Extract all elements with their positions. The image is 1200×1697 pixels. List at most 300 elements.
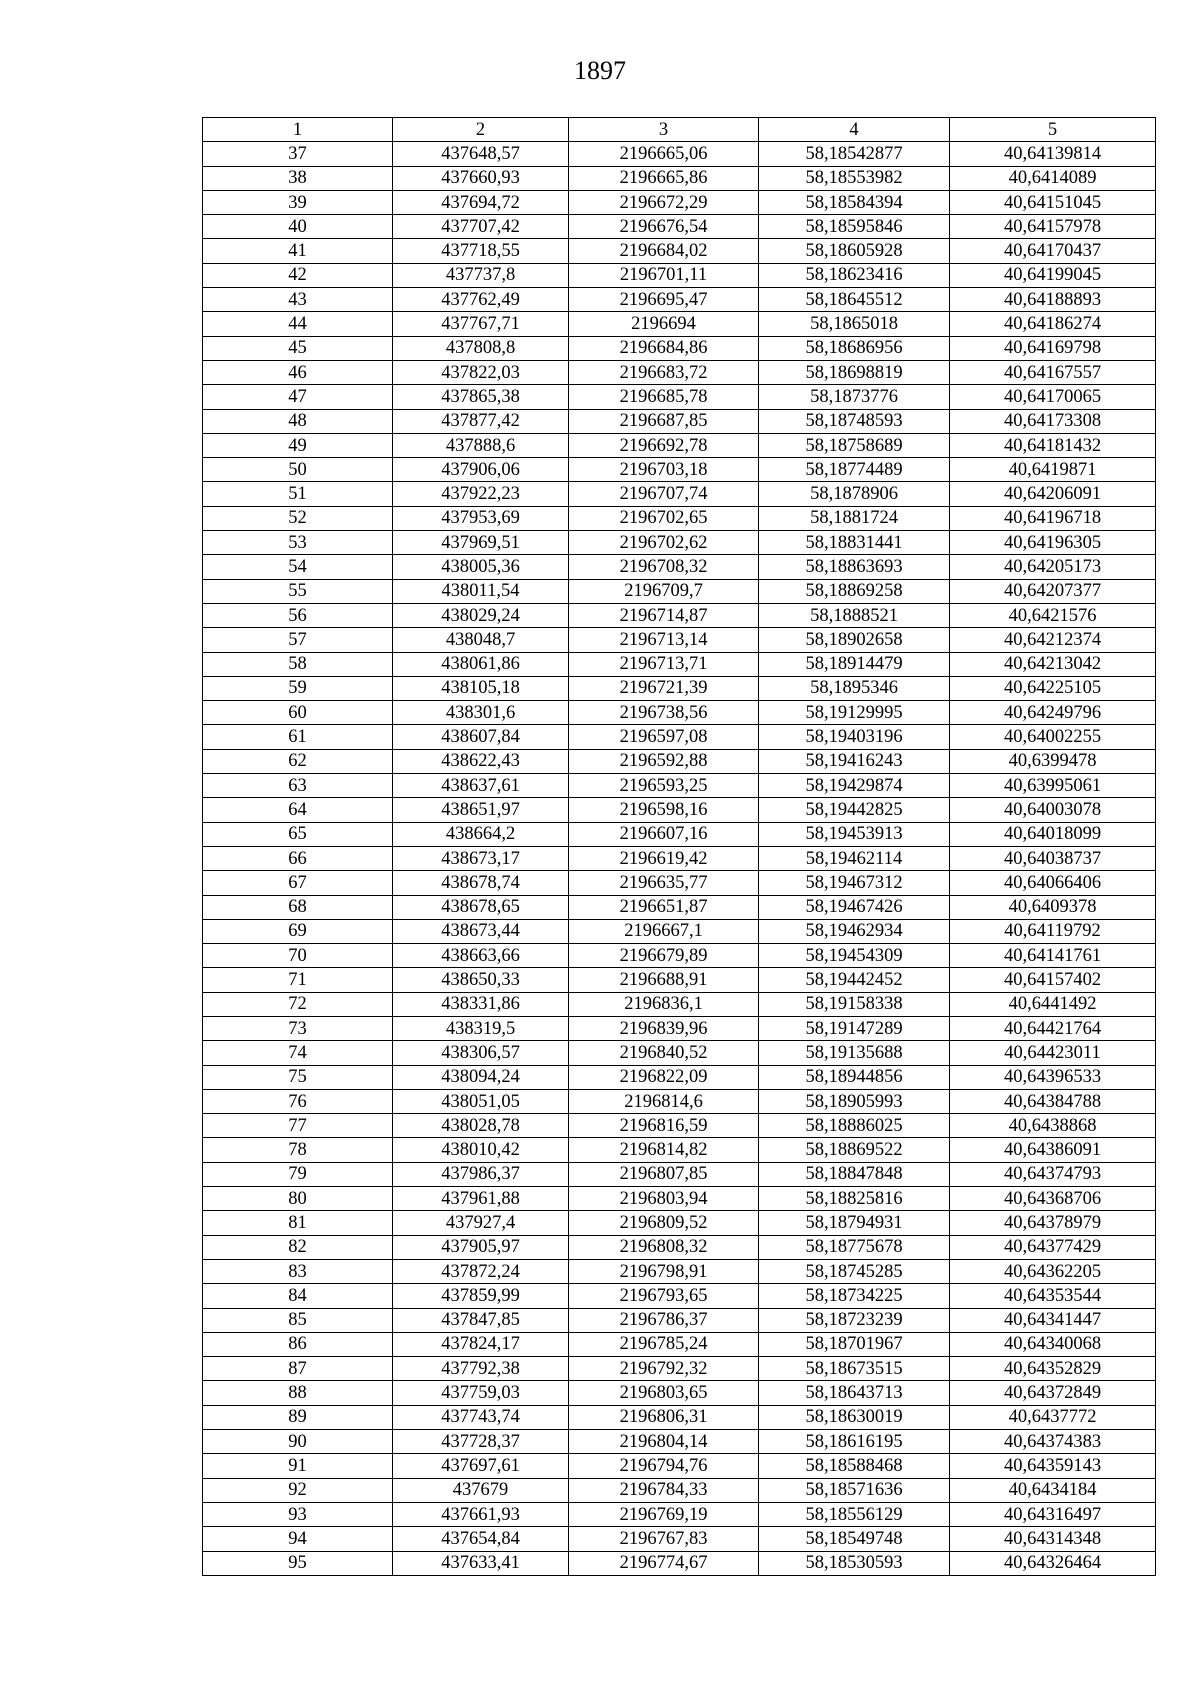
table-cell-col-5: 40,64196718 — [950, 506, 1156, 530]
table-cell-col-5: 40,6438868 — [950, 1114, 1156, 1138]
table-cell-col-1: 68 — [203, 895, 393, 919]
table-cell-col-5: 40,64249796 — [950, 701, 1156, 725]
table-row — [203, 1527, 1156, 1551]
table-cell-col-2: 437808,8 — [393, 336, 569, 360]
table-cell-col-5: 40,64066406 — [950, 871, 1156, 895]
table-cell-col-4: 58,18902658 — [759, 628, 950, 652]
table-cell-col-4: 58,18905993 — [759, 1089, 950, 1113]
table-row — [203, 774, 1156, 798]
table-row — [203, 506, 1156, 530]
table-cell-col-4: 58,19442452 — [759, 968, 950, 992]
table-cell-col-5: 40,64141761 — [950, 944, 1156, 968]
table-cell-col-1: 44 — [203, 312, 393, 336]
table-cell-col-5: 40,64352829 — [950, 1357, 1156, 1381]
table-cell-col-1: 71 — [203, 968, 393, 992]
table-row — [203, 482, 1156, 506]
table-cell-col-3: 2196635,77 — [569, 871, 759, 895]
table-cell-col-1: 79 — [203, 1162, 393, 1186]
table-cell-col-3: 2196814,6 — [569, 1089, 759, 1113]
table-cell-col-3: 2196683,72 — [569, 360, 759, 384]
table-cell-col-2: 437872,24 — [393, 1259, 569, 1283]
table-cell-col-3: 2196836,1 — [569, 992, 759, 1016]
table-cell-col-1: 42 — [203, 263, 393, 287]
table-row — [203, 968, 1156, 992]
table-cell-col-2: 437927,4 — [393, 1211, 569, 1235]
table-cell-col-1: 51 — [203, 482, 393, 506]
table-cell-col-1: 57 — [203, 628, 393, 652]
table-row — [203, 263, 1156, 287]
table-cell-col-3: 2196840,52 — [569, 1041, 759, 1065]
table-cell-col-1: 56 — [203, 603, 393, 627]
table-cell-col-2: 438673,44 — [393, 919, 569, 943]
table-cell-col-4: 58,18775678 — [759, 1235, 950, 1259]
table-cell-col-3: 2196665,06 — [569, 142, 759, 166]
table-row — [203, 1187, 1156, 1211]
table-cell-col-4: 58,18869258 — [759, 579, 950, 603]
table-cell-col-4: 58,18643713 — [759, 1381, 950, 1405]
table-cell-col-3: 2196769,19 — [569, 1502, 759, 1526]
table-cell-col-1: 62 — [203, 749, 393, 773]
table-cell-col-3: 2196667,1 — [569, 919, 759, 943]
table-cell-col-3: 2196803,65 — [569, 1381, 759, 1405]
table-cell-col-3: 2196785,24 — [569, 1332, 759, 1356]
table-cell-col-2: 437822,03 — [393, 360, 569, 384]
table-cell-col-4: 58,18723239 — [759, 1308, 950, 1332]
table-cell-col-5: 40,64151045 — [950, 190, 1156, 214]
table-cell-col-3: 2196676,54 — [569, 215, 759, 239]
table-cell-col-2: 438301,6 — [393, 701, 569, 725]
table-row — [203, 701, 1156, 725]
table-cell-col-4: 58,19442825 — [759, 798, 950, 822]
table-row — [203, 458, 1156, 482]
table-cell-col-4: 58,18549748 — [759, 1527, 950, 1551]
table-cell-col-1: 80 — [203, 1187, 393, 1211]
table-cell-col-4: 58,19467312 — [759, 871, 950, 895]
table-cell-col-3: 2196701,11 — [569, 263, 759, 287]
table-cell-col-5: 40,6437772 — [950, 1405, 1156, 1429]
table-cell-col-3: 2196816,59 — [569, 1114, 759, 1138]
table-cell-col-3: 2196807,85 — [569, 1162, 759, 1186]
table-cell-col-4: 58,18584394 — [759, 190, 950, 214]
table-cell-col-3: 2196607,16 — [569, 822, 759, 846]
table-cell-col-5: 40,64157978 — [950, 215, 1156, 239]
table-cell-col-2: 437847,85 — [393, 1308, 569, 1332]
table-cell-col-1: 73 — [203, 1016, 393, 1040]
table-cell-col-1: 49 — [203, 433, 393, 457]
table-cell-col-5: 40,64196305 — [950, 531, 1156, 555]
table-row — [203, 1357, 1156, 1381]
table-cell-col-2: 438010,42 — [393, 1138, 569, 1162]
table-cell-col-3: 2196702,65 — [569, 506, 759, 530]
table-cell-col-5: 40,63995061 — [950, 774, 1156, 798]
table-row — [203, 1454, 1156, 1478]
table-cell-col-4: 58,19403196 — [759, 725, 950, 749]
table-cell-col-4: 58,18886025 — [759, 1114, 950, 1138]
table-cell-col-1: 38 — [203, 166, 393, 190]
table-cell-col-3: 2196794,76 — [569, 1454, 759, 1478]
table-cell-col-1: 82 — [203, 1235, 393, 1259]
header-row — [203, 118, 1156, 142]
table-cell-col-3: 2196695,47 — [569, 288, 759, 312]
table-cell-col-1: 63 — [203, 774, 393, 798]
table-cell-col-2: 437865,38 — [393, 385, 569, 409]
table-row — [203, 1114, 1156, 1138]
table-cell-col-5: 40,64340068 — [950, 1332, 1156, 1356]
table-row — [203, 749, 1156, 773]
table-cell-col-5: 40,64353544 — [950, 1284, 1156, 1308]
table-cell-col-3: 2196713,14 — [569, 628, 759, 652]
table-cell-col-1: 86 — [203, 1332, 393, 1356]
table-header — [203, 118, 1156, 142]
table-row — [203, 1478, 1156, 1502]
table-cell-col-1: 37 — [203, 142, 393, 166]
table-cell-col-1: 61 — [203, 725, 393, 749]
table-cell-col-3: 2196684,86 — [569, 336, 759, 360]
table-cell-col-1: 69 — [203, 919, 393, 943]
table-cell-col-1: 90 — [203, 1430, 393, 1454]
table-cell-col-4: 58,1873776 — [759, 385, 950, 409]
table-cell-col-4: 58,19453913 — [759, 822, 950, 846]
table-cell-col-4: 58,18944856 — [759, 1065, 950, 1089]
table-cell-col-5: 40,64386091 — [950, 1138, 1156, 1162]
table-cell-col-1: 66 — [203, 846, 393, 870]
table-cell-col-3: 2196707,74 — [569, 482, 759, 506]
table-row — [203, 288, 1156, 312]
table-cell-col-4: 58,19429874 — [759, 774, 950, 798]
table-cell-col-1: 40 — [203, 215, 393, 239]
table-cell-col-4: 58,18673515 — [759, 1357, 950, 1381]
table-cell-col-2: 437633,41 — [393, 1551, 569, 1575]
table-cell-col-5: 40,64188893 — [950, 288, 1156, 312]
table-row — [203, 895, 1156, 919]
table-cell-col-3: 2196709,7 — [569, 579, 759, 603]
table-cell-col-1: 60 — [203, 701, 393, 725]
table-cell-col-5: 40,64199045 — [950, 263, 1156, 287]
table-cell-col-1: 67 — [203, 871, 393, 895]
table-cell-col-3: 2196703,18 — [569, 458, 759, 482]
table-cell-col-3: 2196593,25 — [569, 774, 759, 798]
table-cell-col-4: 58,1888521 — [759, 603, 950, 627]
table-row — [203, 433, 1156, 457]
table-cell-col-4: 58,19158338 — [759, 992, 950, 1016]
table-cell-col-2: 438029,24 — [393, 603, 569, 627]
table-cell-col-2: 438319,5 — [393, 1016, 569, 1040]
table-cell-col-2: 437877,42 — [393, 409, 569, 433]
table-cell-col-5: 40,64119792 — [950, 919, 1156, 943]
table-cell-col-2: 437762,49 — [393, 288, 569, 312]
table-cell-col-5: 40,64423011 — [950, 1041, 1156, 1065]
table-cell-col-1: 77 — [203, 1114, 393, 1138]
table-body — [203, 142, 1156, 1576]
table-cell-col-1: 89 — [203, 1405, 393, 1429]
table-row — [203, 215, 1156, 239]
table-cell-col-4: 58,18571636 — [759, 1478, 950, 1502]
table-row — [203, 409, 1156, 433]
table-cell-col-3: 2196665,86 — [569, 166, 759, 190]
table-cell-col-3: 2196721,39 — [569, 676, 759, 700]
table-cell-col-3: 2196672,29 — [569, 190, 759, 214]
column-header-5: 5 — [950, 118, 1156, 142]
table-cell-col-4: 58,18914479 — [759, 652, 950, 676]
table-cell-col-4: 58,1865018 — [759, 312, 950, 336]
table-cell-col-2: 437906,06 — [393, 458, 569, 482]
table-cell-col-3: 2196694 — [569, 312, 759, 336]
table-cell-col-2: 437922,23 — [393, 482, 569, 506]
table-row — [203, 1502, 1156, 1526]
column-header-4: 4 — [759, 118, 950, 142]
table-cell-col-2: 438048,7 — [393, 628, 569, 652]
table-cell-col-4: 58,1881724 — [759, 506, 950, 530]
table-cell-col-3: 2196804,14 — [569, 1430, 759, 1454]
table-cell-col-1: 53 — [203, 531, 393, 555]
table-row — [203, 1284, 1156, 1308]
table-cell-col-3: 2196798,91 — [569, 1259, 759, 1283]
table-cell-col-4: 58,18825816 — [759, 1187, 950, 1211]
table-cell-col-4: 58,18595846 — [759, 215, 950, 239]
table-cell-col-1: 76 — [203, 1089, 393, 1113]
table-cell-col-5: 40,64167557 — [950, 360, 1156, 384]
table-cell-col-2: 438607,84 — [393, 725, 569, 749]
table-cell-col-5: 40,64341447 — [950, 1308, 1156, 1332]
table-cell-col-5: 40,6409378 — [950, 895, 1156, 919]
table-cell-col-4: 58,18686956 — [759, 336, 950, 360]
table-cell-col-5: 40,64421764 — [950, 1016, 1156, 1040]
table-cell-col-3: 2196597,08 — [569, 725, 759, 749]
table-cell-col-5: 40,64170437 — [950, 239, 1156, 263]
table-row — [203, 239, 1156, 263]
table-cell-col-3: 2196688,91 — [569, 968, 759, 992]
table-cell-col-4: 58,18863693 — [759, 555, 950, 579]
table-cell-col-5: 40,64003078 — [950, 798, 1156, 822]
table-cell-col-1: 87 — [203, 1357, 393, 1381]
table-cell-col-2: 438678,65 — [393, 895, 569, 919]
table-cell-col-1: 72 — [203, 992, 393, 1016]
table-cell-col-5: 40,64213042 — [950, 652, 1156, 676]
table-cell-col-2: 438051,05 — [393, 1089, 569, 1113]
table-cell-col-4: 58,18701967 — [759, 1332, 950, 1356]
table-row — [203, 1308, 1156, 1332]
table-row — [203, 871, 1156, 895]
table-cell-col-2: 437986,37 — [393, 1162, 569, 1186]
table-cell-col-3: 2196784,33 — [569, 1478, 759, 1502]
table-row — [203, 531, 1156, 555]
table-row — [203, 1259, 1156, 1283]
table-cell-col-3: 2196767,83 — [569, 1527, 759, 1551]
table-cell-col-1: 52 — [203, 506, 393, 530]
table-cell-col-4: 58,18774489 — [759, 458, 950, 482]
table-cell-col-4: 58,18553982 — [759, 166, 950, 190]
table-cell-col-2: 437792,38 — [393, 1357, 569, 1381]
table-cell-col-5: 40,64205173 — [950, 555, 1156, 579]
table-cell-col-3: 2196679,89 — [569, 944, 759, 968]
table-cell-col-5: 40,64225105 — [950, 676, 1156, 700]
table-cell-col-5: 40,64038737 — [950, 846, 1156, 870]
table-cell-col-1: 46 — [203, 360, 393, 384]
table-cell-col-5: 40,64374383 — [950, 1430, 1156, 1454]
table-cell-col-1: 65 — [203, 822, 393, 846]
table-cell-col-1: 75 — [203, 1065, 393, 1089]
table-cell-col-5: 40,64139814 — [950, 142, 1156, 166]
table-cell-col-2: 437824,17 — [393, 1332, 569, 1356]
table-cell-col-1: 64 — [203, 798, 393, 822]
table-cell-col-1: 58 — [203, 652, 393, 676]
table-row — [203, 1430, 1156, 1454]
table-cell-col-3: 2196738,56 — [569, 701, 759, 725]
table-cell-col-4: 58,19135688 — [759, 1041, 950, 1065]
table-cell-col-3: 2196803,94 — [569, 1187, 759, 1211]
table-cell-col-4: 58,18542877 — [759, 142, 950, 166]
table-cell-col-1: 43 — [203, 288, 393, 312]
table-cell-col-4: 58,18698819 — [759, 360, 950, 384]
table-cell-col-5: 40,64173308 — [950, 409, 1156, 433]
table-row — [203, 725, 1156, 749]
table-cell-col-5: 40,64186274 — [950, 312, 1156, 336]
table-cell-col-3: 2196713,71 — [569, 652, 759, 676]
table-cell-col-1: 48 — [203, 409, 393, 433]
table-cell-col-5: 40,64368706 — [950, 1187, 1156, 1211]
table-cell-col-4: 58,19129995 — [759, 701, 950, 725]
table-cell-col-1: 47 — [203, 385, 393, 409]
table-cell-col-5: 40,64396533 — [950, 1065, 1156, 1089]
table-cell-col-3: 2196808,32 — [569, 1235, 759, 1259]
table-cell-col-4: 58,18748593 — [759, 409, 950, 433]
table-cell-col-2: 438663,66 — [393, 944, 569, 968]
table-cell-col-1: 59 — [203, 676, 393, 700]
table-row — [203, 360, 1156, 384]
table-cell-col-5: 40,64378979 — [950, 1211, 1156, 1235]
table-cell-col-4: 58,18605928 — [759, 239, 950, 263]
table-cell-col-3: 2196786,37 — [569, 1308, 759, 1332]
table-cell-col-5: 40,6421576 — [950, 603, 1156, 627]
table-cell-col-5: 40,64384788 — [950, 1089, 1156, 1113]
table-cell-col-5: 40,64169798 — [950, 336, 1156, 360]
table-row — [203, 919, 1156, 943]
table-cell-col-4: 58,19462114 — [759, 846, 950, 870]
table-cell-col-3: 2196809,52 — [569, 1211, 759, 1235]
table-cell-col-2: 438678,74 — [393, 871, 569, 895]
coordinates-table — [202, 117, 1156, 1576]
table-cell-col-5: 40,64018099 — [950, 822, 1156, 846]
table-cell-col-5: 40,64206091 — [950, 482, 1156, 506]
table-cell-col-4: 58,18630019 — [759, 1405, 950, 1429]
table-row — [203, 190, 1156, 214]
table-cell-col-3: 2196774,67 — [569, 1551, 759, 1575]
table-cell-col-3: 2196692,78 — [569, 433, 759, 457]
table-row — [203, 312, 1156, 336]
table-row — [203, 1162, 1156, 1186]
table-cell-col-4: 58,18847848 — [759, 1162, 950, 1186]
table-cell-col-3: 2196793,65 — [569, 1284, 759, 1308]
table-cell-col-1: 93 — [203, 1502, 393, 1526]
table-cell-col-5: 40,64359143 — [950, 1454, 1156, 1478]
table-cell-col-5: 40,64212374 — [950, 628, 1156, 652]
table-cell-col-4: 58,18616195 — [759, 1430, 950, 1454]
table-row — [203, 555, 1156, 579]
table-row — [203, 1138, 1156, 1162]
table-cell-col-1: 39 — [203, 190, 393, 214]
table-row — [203, 652, 1156, 676]
table-row — [203, 579, 1156, 603]
table-cell-col-5: 40,6434184 — [950, 1478, 1156, 1502]
table-cell-col-5: 40,64362205 — [950, 1259, 1156, 1283]
table-cell-col-4: 58,18556129 — [759, 1502, 950, 1526]
table-cell-col-3: 2196702,62 — [569, 531, 759, 555]
table-cell-col-3: 2196684,02 — [569, 239, 759, 263]
table-cell-col-4: 58,18588468 — [759, 1454, 950, 1478]
table-row — [203, 846, 1156, 870]
table-row — [203, 1551, 1156, 1575]
table-cell-col-2: 438005,36 — [393, 555, 569, 579]
table-row — [203, 1041, 1156, 1065]
table-cell-col-5: 40,6419871 — [950, 458, 1156, 482]
table-row — [203, 1332, 1156, 1356]
table-cell-col-2: 438306,57 — [393, 1041, 569, 1065]
page-number: 1897 — [574, 56, 626, 85]
table-cell-col-3: 2196839,96 — [569, 1016, 759, 1040]
table-cell-col-5: 40,64157402 — [950, 968, 1156, 992]
table-cell-col-1: 78 — [203, 1138, 393, 1162]
table-cell-col-3: 2196685,78 — [569, 385, 759, 409]
table-cell-col-2: 438651,97 — [393, 798, 569, 822]
table-cell-col-1: 92 — [203, 1478, 393, 1502]
table-cell-col-5: 40,64374793 — [950, 1162, 1156, 1186]
table-cell-col-1: 55 — [203, 579, 393, 603]
table-cell-col-4: 58,18745285 — [759, 1259, 950, 1283]
table-cell-col-4: 58,19147289 — [759, 1016, 950, 1040]
table-row — [203, 142, 1156, 166]
table-cell-col-1: 70 — [203, 944, 393, 968]
table-cell-col-2: 438664,2 — [393, 822, 569, 846]
table-cell-col-3: 2196792,32 — [569, 1357, 759, 1381]
table-cell-col-2: 438650,33 — [393, 968, 569, 992]
table-cell-col-4: 58,18758689 — [759, 433, 950, 457]
table-row — [203, 1211, 1156, 1235]
table-cell-col-2: 437737,8 — [393, 263, 569, 287]
table-cell-col-1: 88 — [203, 1381, 393, 1405]
table-row — [203, 992, 1156, 1016]
table-cell-col-5: 40,6414089 — [950, 166, 1156, 190]
table-cell-col-4: 58,19454309 — [759, 944, 950, 968]
table-cell-col-2: 437694,72 — [393, 190, 569, 214]
table-cell-col-2: 437661,93 — [393, 1502, 569, 1526]
table-cell-col-3: 2196619,42 — [569, 846, 759, 870]
table-cell-col-2: 437743,74 — [393, 1405, 569, 1429]
table-cell-col-2: 437707,42 — [393, 215, 569, 239]
table-cell-col-1: 54 — [203, 555, 393, 579]
table-cell-col-4: 58,1878906 — [759, 482, 950, 506]
table-cell-col-3: 2196814,82 — [569, 1138, 759, 1162]
table-row — [203, 1405, 1156, 1429]
table-row — [203, 628, 1156, 652]
table-cell-col-3: 2196592,88 — [569, 749, 759, 773]
table-row — [203, 336, 1156, 360]
table-row — [203, 1381, 1156, 1405]
table-cell-col-2: 438331,86 — [393, 992, 569, 1016]
table-cell-col-1: 50 — [203, 458, 393, 482]
table-cell-col-4: 58,18530593 — [759, 1551, 950, 1575]
table-cell-col-1: 95 — [203, 1551, 393, 1575]
table-cell-col-2: 437728,37 — [393, 1430, 569, 1454]
table-row — [203, 166, 1156, 190]
table-cell-col-3: 2196822,09 — [569, 1065, 759, 1089]
table-cell-col-5: 40,64314348 — [950, 1527, 1156, 1551]
table-cell-col-2: 438061,86 — [393, 652, 569, 676]
table-cell-col-2: 438028,78 — [393, 1114, 569, 1138]
table-row — [203, 385, 1156, 409]
table-cell-col-2: 437679 — [393, 1478, 569, 1502]
table-cell-col-2: 437697,61 — [393, 1454, 569, 1478]
table-cell-col-5: 40,6441492 — [950, 992, 1156, 1016]
